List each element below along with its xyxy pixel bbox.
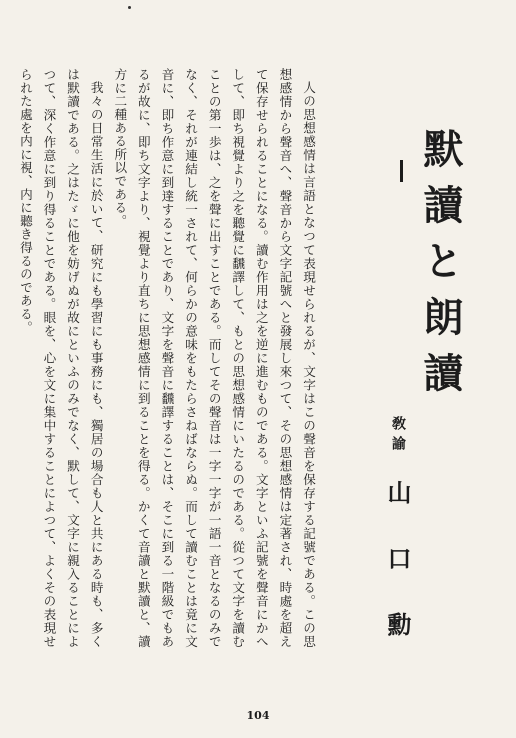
page-number: 104	[246, 709, 270, 722]
ink-speck	[128, 6, 131, 9]
article-title: 默讀と朗讀	[417, 128, 464, 408]
paragraph: 人の思想感情は言語となつて表現せられるが、文字はこの聲音を保存する記號である。この思想感情から聲音へ、聲音から文字記號へと發展し來つて、その思想感情は定著され、時處を超えて保存せられることになる。讀む作用は之を逆に進むものである。文字といふ記號を聲音にかへして、即ち視覺より之を聽覺に飜譯して、もとの思想感情にいたるのである。從つて文字を讀むことの第一歩は、之を聲に出すことである。而してその聲音は一字一字が一語一音となるのみでなく、それが連結し統一されて、何らかの意味をもたらさねばならぬ。而して讀むことは竟に文音に、即ち作意に到達することであり、文字を聲音に飜譯することは、そこに到る一階級でもあるが故に、即ち文字より、視覺より直ちに思想感情に到ることを得る。かくて音讀と默讀と、讀方に二種ある所以である。	[112, 68, 316, 648]
author-name: 山口勳	[383, 480, 412, 678]
section-number-mark	[400, 160, 403, 182]
author-affiliation: 敎諭	[390, 416, 406, 456]
article-body	[13, 68, 320, 648]
paragraph: 我々の日常生活に於いて、研究にも學習にも事務にも、獨居の場合も人と共にある時も、多くは默讀である。之はたゞに他を妨げぬが故にといふのみでなく、默して、文字に親入ることによつて、深く作意に到り得ることである。眼を、心を文に集中することによつて、よくその表現せられた處を内に視、内に聽き得るのである。	[17, 68, 104, 648]
